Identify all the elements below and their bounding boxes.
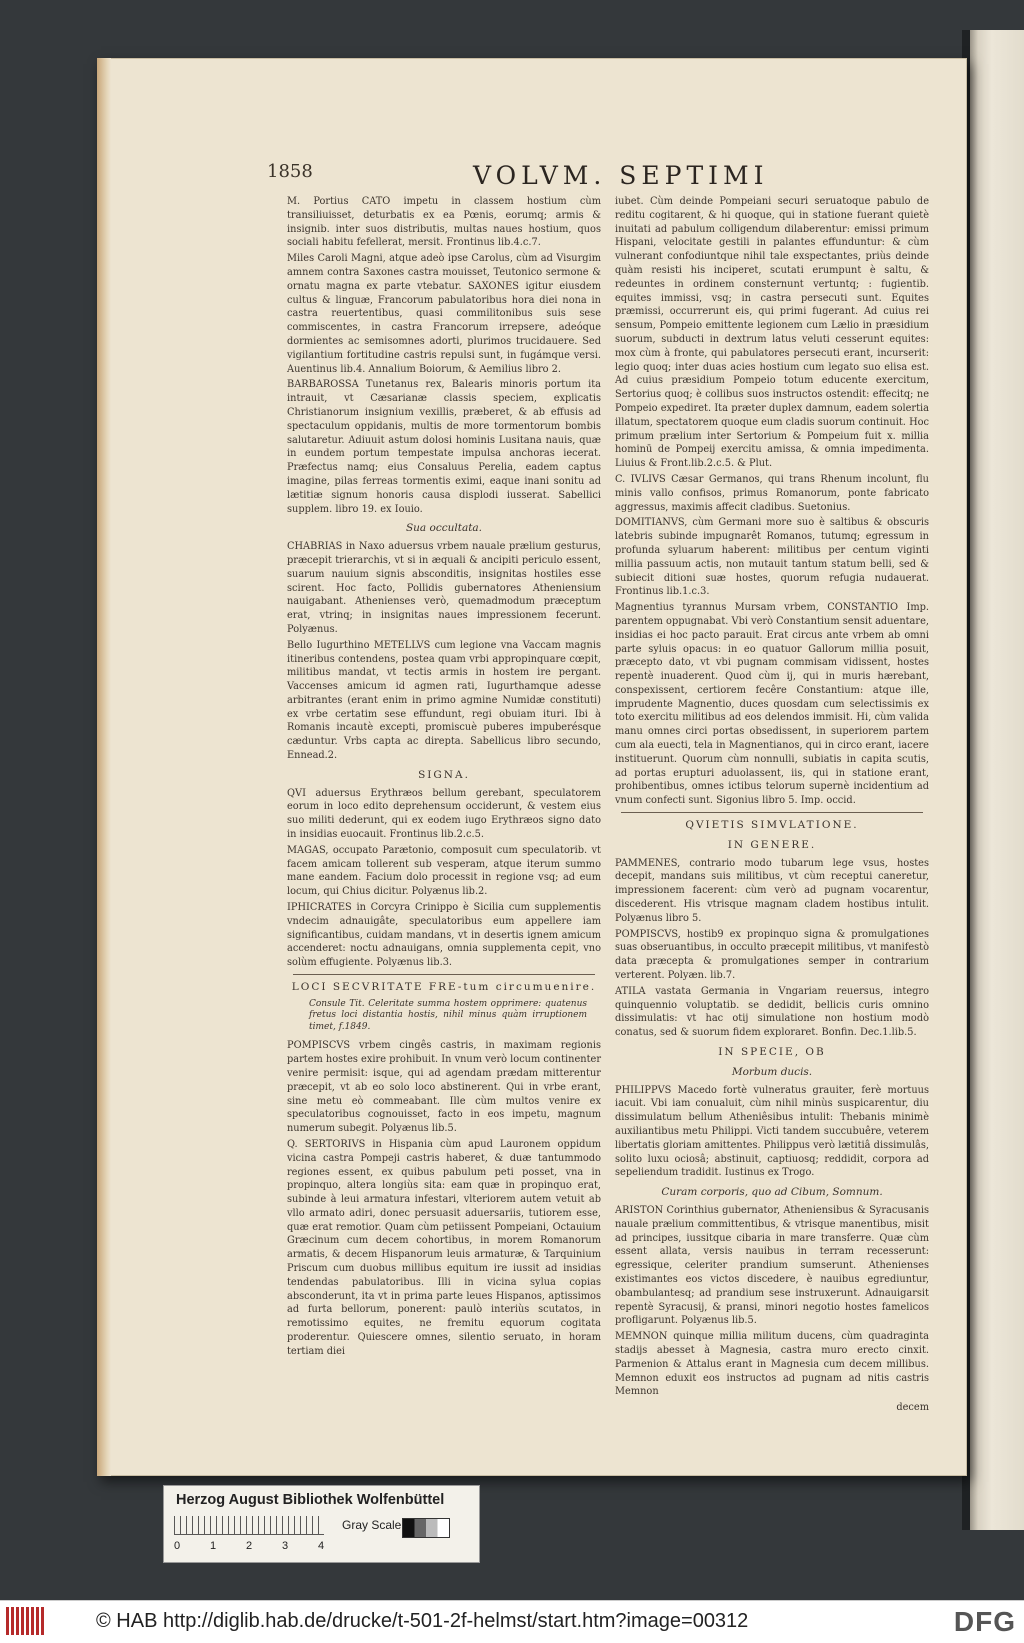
subsection-heading: IN GENERE.: [727, 838, 817, 851]
paragraph: MEMNON quinque millia militum ducens, cùm quadraginta stadijs abesset à Magnesia, castra muro erecto cinxit. Parmenion & Attalus erant in Magnesia cum decem millibus. Memnon eduxit eos instructos ad pugnam ad nitis castris Memnon: [615, 1331, 929, 1398]
dfg-logo: DFG: [953, 1606, 1016, 1637]
ruler-tick-label: 3: [282, 1540, 289, 1552]
paragraph: iubet. Cùm deinde Pompeiani securi seruatoque pabulo de reditu cogitarent, & hi quoque, qui in statione fuerant quietè inuitati ad pabulum colligendum dilaberentur: emissi primum Hispani, velocitate gestili in palantes effunduntur: & cùm vulnerant confodiuntque nihil tale exspectantes, priùs deinde quàm resisti his inciperet, scutati erumpunt è saltu, & redeuntes in ordinem consternunt vertuntq; : fugientib. equites immissi, vsq; in castra persecuti sunt. Equites præmissi, occurrerunt eis, qui primi fugerant. Ad cuius rei sensum, Pompeio emittente legionem cum Lælio in præsidium suorum, subducti in dextrum latus veluti cesserunt equites: mox cùm à fronte, qui pabulatores persecuti erant, incurserit: legio quoq; inter duas acies hostium cum legato suo elisa est. Ad cuius præsidium Pompeio totum educente exercitum, Sertorius quoq; è collibus suos instructos ostendit: effecitq; ne Pompeio expediret. Ita præter duplex damnum, eadem solertia illatum, spectatorem quoque eum cladis suorum continuit. Hoc primum prælium inter Sertorium & Pompeium fuit x. millia hominū de Pompeij exercitu amissa, & omnia impedimenta. Liuius & Front.lib.2.c.5. & Plut.: [615, 196, 929, 470]
running-title: VOLVM. SEPTIMI: [473, 161, 769, 190]
paragraph: MAGAS, occupato Parætonio, composuit cum speculatorib. vt facem amicam tollerent sub vesperam, atque iterum summo mane eandem. Facium dolo processit in regione vsq; ad eum locum, qui Chius dicitur. Polyænus lib.2.: [287, 844, 601, 898]
paragraph: POMPISCVS, hostib9 ex propinquo signa & promulgationes suas obseruantibus, in occulto præcepit militibus, vt manifestò data præcepta & promulgationes semper in contrarium verterent. Polyæn. lib.7.: [615, 928, 929, 982]
page-edge: [97, 58, 111, 1476]
paragraph: Magnentius tyrannus Mursam vrbem, CONSTANTIO Imp. parentem oppugnabat. Vbi verò Constantium sensit aduentare, insidias ei hoc pacto parauit. Erat circus ante vrbem ab omni parte syluis opacus: in eo quatuor Gallorum millia posuit, præcepto dato, vt vbi pugnam commisam vidissent, hostes repentè inuaderent. Quod cùm ij, qui in muris hærebant, conspexissent, certiorem fecêre Constantium: atque ille, imprudente Magnentio, duces quosdam cum selectissimis ex toto exercitu militibus ad eos delendos immisit. Hi, cùm valida manu omnes circi portas obsedissent, in superiorem partem cum ala euecti, tela in Magnentianos, qui in circo erant, iacere instituerunt. Quorum cùm nonnulli, subiatis in capita scutis, ad portas erupturi aduolassent, iis, qui in statione erant, prohibentibus, omnes ictibus telorum supernè incidentium ad vnum confecti sunt. Sigonius libro 5. Imp. occid.: [615, 602, 929, 807]
card-title: Herzog August Bibliothek Wolfenbüttel: [176, 1492, 445, 1508]
gray-scale-label: Gray Scale: [342, 1518, 402, 1532]
paragraph: BARBAROSSA Tunetanus rex, Balearis minoris portum ita intrauit, vt Cæsarianæ classis speciem, explicatis Christianorum insignium vexillis, præberet, & ab effusis ad spectaculum oppidanis, multis de more tormentorum bombis salutaretur. Adiuuit astum dolosi hominis Lusitana nauis, quæ in eundem portum tempestate impulsa anchoras iecerat. Præfectus namq; eius Consaluus Perelia, eadem captus imagine, pilas ferreas tormentis eximi, eaque inani sonitu ad lætitiæ signum honoris causa displodi iusserat. Sabellici supplem. libro 19. ex Iouio.: [287, 379, 601, 515]
paragraph: C. IVLIVS Cæsar Germanos, qui trans Rhenum incolunt, flu minis vallo confisos, primus Romanorum, ponte fabricato aggressus, maximis affecit cladibus. Suetonius.: [615, 473, 929, 513]
divider: [293, 974, 595, 975]
gray-scale-swatch: [402, 1518, 450, 1538]
calibration-card: [163, 1485, 480, 1563]
paragraph: M. Portius CATO impetu in classem hostium cùm transiliuisset, deturbatis ex ea Pœnis, eorumq; armis & insignib. inter suos distributis, multas naues hostium, quos sociali habitu fefellerat, mersit. Frontinus lib.4.c.7.: [287, 196, 601, 249]
section-heading: LOCI SECVRITATE FRE-tum circumuenire.: [291, 981, 597, 994]
paragraph: CHABRIAS in Naxo aduersus vrbem nauale prælium gesturus, præcepit trierarchis, vt si in æquali & ancipiti periculo essent, suarum nauium signis absconditis, insignitas hostiles esse scirent. Hoc facto, Pollidis gubernatores Atheniensium nauigabant. Athenienses verò, quemadmodum præceptum erat, vtrinq; in insignitas naues impressionem fecerunt. Polyænus.: [287, 541, 601, 635]
paragraph: PHILIPPVS Macedo fortè vulneratus grauiter, ferè mortuus iacuit. Vbi iam conualuit, cùm nihil minùs suspicarentur, diu dissimulatum bellum Atheniêsibus intulit: Thebanis minimè auxiliantibus metu Philippi. Victi tandem succubuêre, veterem libertatis gloriam amittentes. Philippus verò lætitiâ dissimulâs, solito luxu ociosâ; abstinuit, captiuosq; reddidit, corpora ad sepeliendum tradidit. Iustinus ex Trogo.: [615, 1084, 929, 1179]
ruler-tick-label: 1: [210, 1540, 217, 1552]
section-heading: QVIETIS SIMVLATIONE.: [685, 819, 859, 832]
paragraph: ARISTON Corinthius gubernator, Atheniensibus & Syracusanis nauale prælium committentibus, & vtrisque manentibus, misit ad principes, iussitque cibaria in mare transferre. Quæ cùm essent allata, versis nauibus in terram recesserunt: egressique, celeriter prandium sumserunt. Athenienses existimantes eos victos discedere, è nauibus egrediuntur, obambulantesq; ad prandium sese instruxerunt. Adnauigarsit repentè Syracusij, & pransi, minori negotio hostes famelicos profligarunt. Polyænus lib.5.: [615, 1204, 929, 1327]
paragraph: PAMMENES, contrario modo tubarum lege vsus, hostes decepit, mandans suis militibus, vt cùm receptui caneretur, impressionem facerent: cùm verò ad pugnam vocarentur, discederent. His vtrisque magnam cladem hostibus intulit. Polyænus libro 5.: [615, 857, 929, 924]
page-number: 1858: [267, 161, 313, 182]
subsection-heading: Morbum ducis.: [731, 1065, 813, 1078]
section-heading: SIGNA.: [418, 768, 470, 781]
catchword: decem: [896, 1402, 929, 1414]
text-column-left: [287, 195, 601, 1361]
paragraph: IPHICRATES in Corcyra Crinippo è Sicilia cum supplementis vndecim adnauigâte, speculatoribus eum appellere iam significantibus, cuidam mandans, vt in desertis ignem amicum accenderet: noctu adnauigans, omnia supplementa cepit, vno solùm effugiente. Polyænus lib.3.: [287, 902, 601, 969]
footer-bar: [0, 1600, 1024, 1643]
text-column-right: [615, 195, 929, 1415]
book-spine-next-page: [970, 30, 1024, 1530]
hab-logo-icon: [6, 1607, 46, 1635]
paragraph: DOMITIANVS, cùm Germani more suo è saltibus & obscuris latebris subinde impugnarêt Romanos, tutumq; egressum in profunda syluarum haberent: militibus per centum viginti millia passuum actis, non mutauit tantum statum belli, sed & subiecit ditioni suæ hostes, quorum refugia nudauerat. Frontinus lib.1.c.3.: [615, 517, 929, 598]
ruler-tick-label: 2: [246, 1540, 253, 1552]
cross-reference-note: Consule Tit. Celeritate summa hostem opprimere: quatenus fretus loci distantia hostis, nihil minus quàm irruptionem timet, f.1849.: [309, 998, 587, 1032]
paragraph: Bello Iugurthino METELLVS cum legione vna Vaccam magnis itineribus contendens, postea quam vrbi appropinquare cœpit, militibus mandat, vt tectis armis in hostem ire pergant. Vaccenses amicum id agmen rati, Iugurthamque adesse arbitrantes (erant enim in primo agmine Numidæ constituti) ex vrbe certatim sese effundunt, regi obuiam ituri. Ibi à Romanis incautè excepti, promiscuè puberes impuberésque cæduntur. Vrbs capta ac direpta. Sabellicus libro secundo, Ennead.2.: [287, 639, 601, 762]
paragraph: QVI aduersus Erythræos bellum gerebant, speculatorem eorum in loco edito deprehensum occiderunt, & vestem eius suo militi dederunt, qui ex eodem iugo Erythræos signo dato in insidias euocauit. Frontinus lib.2.c.5.: [287, 787, 601, 841]
copyright-link[interactable]: © HAB http://diglib.hab.de/drucke/t-501-2f-helmst/start.htm?image=00312: [96, 1610, 749, 1632]
ruler-tick-label: 0: [174, 1540, 181, 1552]
page-header: [97, 161, 967, 191]
subsection-heading: Curam corporis, quo ad Cibum, Somnum.: [661, 1186, 883, 1199]
ruler-tick-label: 4: [318, 1540, 325, 1552]
scale-ruler: [174, 1516, 324, 1535]
section-heading: Sua occultata.: [405, 522, 483, 535]
book-page: [97, 58, 967, 1476]
paragraph: Miles Caroli Magni, atque adeò ipse Carolus, cùm ad Visurgim amnem contra Saxones castra mouisset, Teutonico sermone & ornatu magna ex parte vtebatur. SAXONES igitur eiusdem cultus & linguæ, Francorum pabulatoribus hora diei nona in castra reuertentibus, quasi commilitonibus suis sese commiscentes, in castra Francorum irrepsere, adeóque dormientes ac semisomnes adorti, plurimos trucidauere. Sed vigilantium fortitudine castris repulsi sunt, in fugámque versi. Auentinus lib.4. Annalium Boiorum, & Aemilius libro 2.: [287, 253, 601, 375]
paragraph: ATILA vastata Germania in Vngariam reuersus, integro quinquennio voluptatib. se dedidit, bellicis curis omnino dissimulatis: vt hac otij simulatione non hostium modò conatus, sed & suorum fidem exploraret. Bonfin. Dec.1.lib.5.: [615, 985, 929, 1039]
paragraph: Q. SERTORIVS in Hispania cùm apud Lauronem oppidum vicina castra Pompeji castris haberet, & duæ tantummodo regiones essent, ex quibus pabulum peti posset, vna in propinquo, altera longiùs sita: eam quæ in propinquo erat, subinde à leui armatura infestari, vlteriorem autem vetuit ab vllo armato adiri, donec persuasit aduersariis, tutiorem esse, quæ erat remotior. Quam cùm petiissent Pompeiani, Octauium Græcinum cum decem cohortibus, in morem Romanorum armatis, & decem Hispanorum leuis armaturæ, & Tarquinium Priscum cum duobus millibus equitum ire iussit ad insidias tendendas pabulatoribus. Illi in vicina sylua copias absconderunt, ita vt in prima parte leues Hispanos, aptissimos ad furta bellorum, ponerent: paulò interiùs scutatos, in remotissimo equites, ne fremitu equorum cogitata proderentur. Quiescere omnes, silentio seruato, in horam tertiam diei: [287, 1138, 601, 1357]
divider: [621, 812, 923, 813]
subsection-heading: IN SPECIE, OB: [718, 1046, 826, 1059]
paragraph: POMPISCVS vrbem cingês castris, in maximam regionis partem hostes exire prohibuit. In vnum verò locum continenter venire permisit: isque, qui ad agendam prædam mitterentur præcepit, vt ab eo solo loco abstinerent. Qui in vrbe erant, sine metu eò commeabant. Ille cùm multos venire ex speculatoribus cognouisset, facto in eos impetu, magnum numerum subegit. Polyænus lib.5.: [287, 1040, 601, 1135]
